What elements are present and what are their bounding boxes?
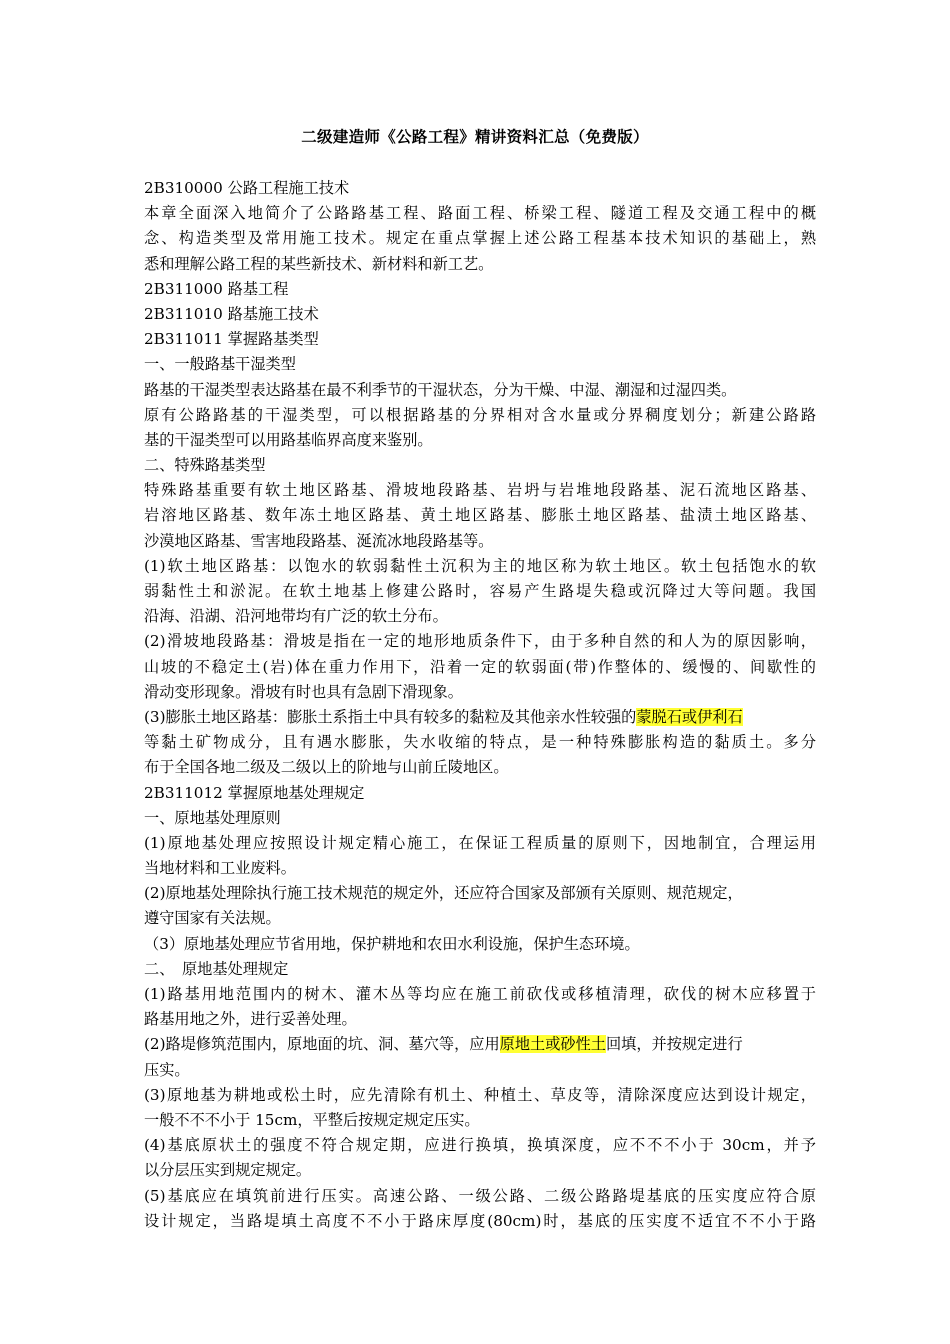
highlighted-text: 原地土或砂性土 bbox=[499, 1035, 606, 1054]
text-line bbox=[144, 856, 816, 881]
text-line bbox=[144, 906, 816, 931]
line-text: 压实。 bbox=[144, 1060, 190, 1079]
line-text: 一、原地基处理原则 bbox=[144, 808, 281, 827]
text-line bbox=[144, 478, 816, 503]
line-text: (1)路基用地范围内的树木、灌木丛等均应在施工前砍伐或移植清理，砍伐的树木应移置于 bbox=[144, 985, 816, 1003]
text-line bbox=[144, 176, 816, 201]
text-line bbox=[144, 932, 816, 957]
highlighted-text: 蒙脱石或伊利石 bbox=[636, 707, 743, 726]
text-line bbox=[144, 579, 816, 604]
line-text: (2)路堤修筑范围内，原地面的坑、洞、墓穴等，应用 bbox=[144, 1035, 500, 1054]
text-line bbox=[144, 302, 816, 327]
text-line bbox=[144, 327, 816, 352]
text-line bbox=[144, 352, 816, 377]
text-line bbox=[144, 428, 816, 453]
line-text: 弱黏性土和淤泥。在软土地基上修建公路时，容易产生路堤失稳或沉降过大等问题。我国 bbox=[144, 582, 816, 600]
line-text: （3）原地基处理应节省用地，保护耕地和农田水利设施，保护生态环境。 bbox=[144, 934, 640, 953]
text-line bbox=[144, 604, 816, 629]
line-text: 二、 原地基处理规定 bbox=[144, 959, 289, 978]
line-text: 悉和理解公路工程的某些新技术、新材料和新工艺。 bbox=[144, 254, 494, 273]
line-text: (2)滑坡地段路基：滑坡是指在一定的地形地质条件下，由于多种自然的和人为的原因影响， bbox=[144, 632, 816, 651]
line-text: 以分层压实到规定规定。 bbox=[144, 1161, 312, 1180]
line-text: (3)原地基为耕地或松土时，应先清除有机土、种植土、草皮等，清除深度应达到设计规定， bbox=[144, 1085, 816, 1104]
line-text: 特殊路基重要有软土地区路基、滑坡地段路基、岩坍与岩堆地段路基、泥石流地区路基、 bbox=[144, 481, 816, 500]
text-line bbox=[144, 680, 816, 705]
line-text: 山坡的不稳定土(岩)体在重力作用下，沿着一定的软弱面(带)作整体的、缓慢的、间歇性的 bbox=[144, 657, 816, 676]
line-text: 念、构造类型及常用施工技术。规定在重点掌握上述公路工程基本技术知识的基础上，熟 bbox=[144, 229, 816, 248]
line-text: 2B311010 路基施工技术 bbox=[144, 304, 319, 323]
text-line bbox=[144, 1108, 816, 1133]
text-line bbox=[144, 730, 816, 755]
line-text: 原有公路路基的干湿类型，可以根据路基的分界相对含水量或分界稠度划分；新建公路路 bbox=[144, 405, 816, 424]
text-line bbox=[144, 1083, 816, 1108]
line-text: 沿海、沿湖、沿河地带均有广泛的软土分布。 bbox=[144, 607, 448, 626]
text-line bbox=[144, 503, 816, 528]
line-text: (5)基底应在填筑前进行压实。高速公路、一级公路、二级公路路堤基底的压实度应符合原 bbox=[144, 1186, 816, 1205]
text-line bbox=[144, 1209, 816, 1234]
line-text: 基的干湿类型可以用路基临界高度来鉴别。 bbox=[144, 430, 433, 449]
text-line bbox=[144, 881, 816, 906]
line-text: 沙漠地区路基、雪害地段路基、涎流冰地段路基等。 bbox=[144, 531, 494, 550]
text-line bbox=[144, 806, 816, 831]
text-line bbox=[144, 1058, 816, 1083]
text-line bbox=[144, 1184, 816, 1209]
line-text-after: 回填，并按规定进行 bbox=[605, 1035, 743, 1054]
line-text: 路基用地之外，进行妥善处理。 bbox=[144, 1010, 357, 1029]
line-text: 2B310000 公路工程施工技术 bbox=[144, 179, 350, 197]
text-line bbox=[144, 1158, 816, 1183]
document-title: 二级建造师《公路工程》精讲资料汇总（免费版） bbox=[301, 128, 649, 146]
text-line bbox=[144, 755, 816, 780]
document-body bbox=[144, 176, 816, 1234]
line-text: 一般不不不小于 15cm，平整后按规定规定压实。 bbox=[144, 1110, 480, 1129]
line-text: 当地材料和工业废料。 bbox=[144, 859, 296, 878]
text-line bbox=[144, 705, 816, 730]
text-line bbox=[144, 554, 816, 579]
line-text: 等黏土矿物成分，且有遇水膨胀，失水收缩的特点，是一种特殊膨胀构造的黏质土。多分 bbox=[144, 733, 816, 752]
line-text: (3)膨胀土地区路基：膨胀土系指土中具有较多的黏粒及其他亲水性较强的 bbox=[144, 707, 637, 726]
text-line bbox=[144, 403, 816, 428]
line-text: 二、特殊路基类型 bbox=[144, 456, 266, 475]
line-text: 岩溶地区路基、数年冻土地区路基、黄土地区路基、膨胀土地区路基、盐渍土地区路基、 bbox=[144, 506, 816, 525]
line-text: 一、一般路基干湿类型 bbox=[144, 355, 296, 374]
line-text: (4)基底原状土的强度不符合规定期，应进行换填，换填深度，应不不不小于 30cm，并予 bbox=[144, 1136, 816, 1155]
text-line bbox=[144, 831, 816, 856]
line-text: 滑动变形现象。滑坡有时也具有急剧下滑现象。 bbox=[144, 682, 463, 701]
text-line bbox=[144, 226, 816, 251]
line-text: 2B311011 掌握路基类型 bbox=[144, 330, 319, 349]
text-line bbox=[144, 781, 816, 806]
line-text: 路基的干湿类型表达路基在最不利季节的干湿状态，分为干燥、中湿、潮湿和过湿四类。 bbox=[144, 380, 737, 399]
line-text: (2)原地基处理除执行施工技术规范的规定外，还应符合国家及部颁有关原则、规范规定， bbox=[144, 884, 743, 903]
text-line bbox=[144, 277, 816, 302]
text-line bbox=[144, 1032, 816, 1057]
line-text: (1)软土地区路基：以饱水的软弱黏性土沉积为主的地区称为软土地区。软土包括饱水的软 bbox=[144, 556, 816, 575]
text-line bbox=[144, 1007, 816, 1032]
text-line bbox=[144, 629, 816, 654]
text-line bbox=[144, 252, 816, 277]
text-line bbox=[144, 982, 816, 1007]
line-text: 布于全国各地二级及二级以上的阶地与山前丘陵地区。 bbox=[144, 758, 509, 777]
text-line bbox=[144, 453, 816, 478]
text-line bbox=[144, 1133, 816, 1158]
line-text: (1)原地基处理应按照设计规定精心施工，在保证工程质量的原则下，因地制宜，合理运用 bbox=[144, 833, 816, 852]
text-line bbox=[144, 201, 816, 226]
text-line bbox=[144, 655, 816, 680]
text-line bbox=[144, 378, 816, 403]
line-text: 遵守国家有关法规。 bbox=[144, 909, 281, 928]
line-text: 2B311012 掌握原地基处理规定 bbox=[144, 783, 365, 802]
text-line bbox=[144, 529, 816, 554]
line-text: 设计规定，当路堤填土高度不不小于路床厚度(80cm)时，基底的压实度不适宜不不小于路 bbox=[144, 1211, 816, 1230]
line-text: 本章全面深入地简介了公路路基工程、路面工程、桥梁工程、隧道工程及交通工程中的概 bbox=[144, 204, 816, 223]
text-line bbox=[144, 957, 816, 982]
line-text: 2B311000 路基工程 bbox=[144, 279, 289, 298]
